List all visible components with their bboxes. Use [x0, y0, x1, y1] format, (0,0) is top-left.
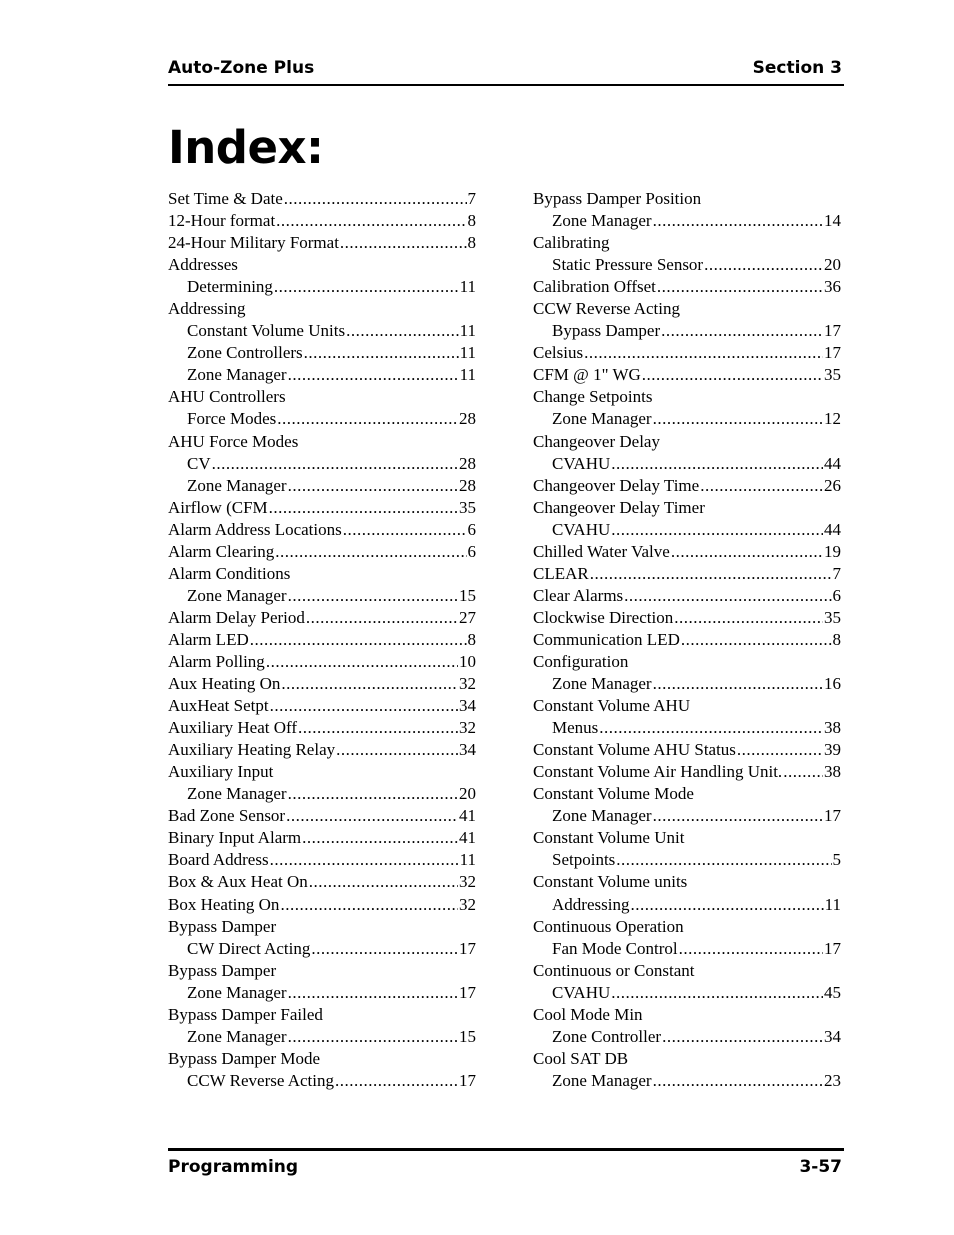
index-term: Alarm LED — [168, 629, 249, 649]
index-term: Clockwise Direction — [533, 607, 674, 627]
index-term: Continuous Operation — [533, 916, 684, 936]
dot-leader — [653, 408, 823, 430]
index-page-number: 45 — [824, 982, 841, 1002]
index-entry — [168, 1004, 476, 1026]
index-subentry — [533, 408, 841, 430]
index-term: CVAHU — [552, 519, 611, 539]
index-term: AHU Force Modes — [168, 431, 299, 451]
index-term: Changeover Delay Timer — [533, 497, 705, 517]
index-term: CVAHU — [552, 982, 611, 1002]
index-subentry — [168, 408, 476, 430]
dot-leader — [700, 475, 823, 497]
index-entry — [168, 629, 476, 651]
index-page-number: 17 — [824, 938, 841, 958]
index-subentry — [533, 894, 841, 916]
index-term: Zone Manager — [187, 784, 287, 804]
index-entry — [168, 254, 476, 276]
index-entry — [533, 695, 841, 717]
dot-leader — [343, 519, 467, 541]
index-page-number: 26 — [824, 475, 841, 495]
dot-leader — [346, 320, 459, 342]
index-term: Cool Mode Min — [533, 1004, 643, 1024]
index-term: Addressing — [168, 299, 246, 319]
index-term: CCW Reverse Acting — [187, 1070, 334, 1090]
index-term: AuxHeat Setpt — [168, 696, 269, 716]
dot-leader — [309, 871, 458, 893]
dot-leader — [737, 739, 823, 761]
index-page-number: 15 — [459, 1026, 476, 1046]
index-term: Calibration Offset — [533, 277, 656, 297]
index-term: Bypass Damper Mode — [168, 1048, 321, 1068]
index-entry — [168, 651, 476, 673]
index-page-number: 27 — [459, 607, 476, 627]
index-term: Determining — [187, 277, 273, 297]
dot-leader — [630, 894, 823, 916]
page-header — [168, 58, 844, 86]
index-page-number: 17 — [459, 1070, 476, 1090]
index-page-number: 38 — [824, 718, 841, 738]
index-page-number: 20 — [824, 255, 841, 275]
index-page-number: 6 — [467, 541, 476, 561]
index-entry — [168, 827, 476, 849]
index-entry — [168, 805, 476, 827]
index-page-number: 32 — [459, 718, 476, 738]
dot-leader — [653, 805, 823, 827]
index-page-number: 11 — [459, 321, 476, 341]
index-term: Clear Alarms — [533, 585, 624, 605]
dot-leader — [306, 607, 458, 629]
index-term: Zone Manager — [187, 475, 287, 495]
dot-leader — [288, 1026, 458, 1048]
page-number: 3-57 — [799, 1157, 842, 1177]
dot-leader — [611, 519, 823, 541]
dot-leader — [653, 1070, 823, 1092]
index-term: CW Direct Acting — [187, 938, 311, 958]
index-term: Bypass Damper Failed — [168, 1004, 323, 1024]
index-term: Zone Manager — [187, 982, 287, 1002]
index-term: Board Address — [168, 850, 269, 870]
index-page-number: 16 — [824, 674, 841, 694]
index-column-left — [168, 188, 476, 1092]
index-entry — [168, 894, 476, 916]
index-page-number: 44 — [824, 453, 841, 473]
index-subentry — [168, 1026, 476, 1048]
index-page-number: 35 — [824, 607, 841, 627]
index-page-number: 28 — [459, 475, 476, 495]
dot-leader — [584, 342, 823, 364]
index-entry — [533, 960, 841, 982]
dot-leader — [340, 232, 467, 254]
index-subentry — [168, 475, 476, 497]
index-term: Changeover Delay — [533, 431, 660, 451]
index-term: CVAHU — [552, 453, 611, 473]
index-entry — [533, 783, 841, 805]
index-page-number: 19 — [824, 541, 841, 561]
index-entry — [533, 342, 841, 364]
index-term: Force Modes — [187, 409, 277, 429]
index-subentry — [533, 254, 841, 276]
dot-leader — [288, 982, 458, 1004]
index-term: Cool SAT DB — [533, 1048, 629, 1068]
index-entry — [533, 607, 841, 629]
index-term: Constant Volume Air Handling Unit. — [533, 762, 783, 782]
index-entry — [533, 1004, 841, 1026]
index-entry — [533, 827, 841, 849]
index-entry — [168, 849, 476, 871]
index-term: CCW Reverse Acting — [533, 299, 680, 319]
index-entry — [533, 364, 841, 386]
index-column-right — [533, 188, 841, 1092]
dot-leader — [275, 541, 466, 563]
index-entry — [533, 475, 841, 497]
index-term: Zone Controllers — [187, 343, 303, 363]
index-entry — [168, 673, 476, 695]
index-page-number: 15 — [459, 585, 476, 605]
index-subentry — [533, 805, 841, 827]
dot-leader — [311, 938, 458, 960]
index-entry — [168, 916, 476, 938]
index-subentry — [533, 938, 841, 960]
dot-leader — [661, 320, 823, 342]
index-page-number: 8 — [467, 629, 476, 649]
index-term: Constant Volume units — [533, 872, 688, 892]
index-entry — [533, 431, 841, 453]
index-term: CFM @ 1" WG — [533, 365, 641, 385]
dot-leader — [611, 982, 823, 1004]
index-entry — [168, 497, 476, 519]
index-subentry — [533, 1026, 841, 1048]
dot-leader — [679, 938, 823, 960]
index-page-number: 32 — [459, 674, 476, 694]
index-term: Binary Input Alarm — [168, 828, 302, 848]
index-page-number: 32 — [459, 894, 476, 914]
index-term: AHU Controllers — [168, 387, 286, 407]
index-page-number: 5 — [832, 850, 841, 870]
index-entry — [168, 739, 476, 761]
index-term: Alarm Polling — [168, 651, 265, 671]
index-page-number: 34 — [459, 740, 476, 760]
index-page-number: 6 — [832, 585, 841, 605]
dot-leader — [277, 408, 458, 430]
index-page-number: 41 — [459, 806, 476, 826]
page-footer — [168, 1148, 844, 1179]
index-subentry — [168, 276, 476, 298]
index-page-number: 38 — [824, 762, 841, 782]
index-subentry — [168, 320, 476, 342]
index-term: Communication LED — [533, 629, 680, 649]
index-term: Continuous or Constant — [533, 960, 695, 980]
index-term: Auxiliary Heat Off — [168, 718, 298, 738]
index-page-number: 34 — [824, 1026, 841, 1046]
index-term: Calibrating — [533, 233, 610, 253]
index-term: Setpoints — [552, 850, 616, 870]
index-term: Bypass Damper Position — [533, 189, 702, 208]
index-entry — [168, 431, 476, 453]
index-entry — [533, 386, 841, 408]
index-entry — [533, 1048, 841, 1070]
dot-leader — [335, 1070, 458, 1092]
index-term: Zone Manager — [552, 806, 652, 826]
index-page-number: 23 — [824, 1070, 841, 1090]
header-manual-title: Auto-Zone Plus — [168, 58, 315, 78]
index-page-number: 28 — [459, 453, 476, 473]
index-page-number: 8 — [467, 233, 476, 253]
index-page-number: 7 — [832, 563, 841, 583]
dot-leader — [212, 453, 458, 475]
index-page-number: 11 — [459, 277, 476, 297]
index-page-number: 17 — [824, 321, 841, 341]
index-entry — [533, 651, 841, 673]
index-term: Alarm Delay Period — [168, 607, 305, 627]
index-term: Zone Manager — [187, 585, 287, 605]
page-title: Index: — [168, 121, 324, 174]
index-term: 24-Hour Military Format — [168, 233, 339, 253]
index-entry — [168, 563, 476, 585]
index-term: Constant Volume Units — [187, 321, 346, 341]
index-subentry — [168, 342, 476, 364]
index-term: Zone Manager — [552, 409, 652, 429]
index-term: Fan Mode Control — [552, 938, 678, 958]
footer-chapter: Programming — [168, 1157, 299, 1177]
index-term: Zone Manager — [187, 1026, 287, 1046]
index-page-number: 11 — [459, 343, 476, 363]
index-entry — [533, 497, 841, 519]
index-term: CLEAR — [533, 563, 589, 583]
index-subentry — [168, 938, 476, 960]
dot-leader — [624, 585, 831, 607]
index-page-number: 39 — [824, 740, 841, 760]
index-term: Change Setpoints — [533, 387, 653, 407]
index-page-number: 6 — [467, 519, 476, 539]
index-entry — [168, 607, 476, 629]
index-page-number: 11 — [459, 850, 476, 870]
dot-leader — [284, 188, 467, 210]
dot-leader — [280, 894, 458, 916]
index-term: Changeover Delay Time — [533, 475, 700, 495]
index-term: Alarm Address Locations — [168, 519, 342, 539]
dot-leader — [288, 364, 459, 386]
index-entry — [533, 629, 841, 651]
dot-leader — [250, 629, 467, 651]
index-term: Bypass Damper — [552, 321, 661, 341]
index-page-number: 32 — [459, 872, 476, 892]
dot-leader — [599, 717, 823, 739]
index-entry — [168, 386, 476, 408]
index-entry — [533, 871, 841, 893]
dot-leader — [276, 210, 466, 232]
index-subentry — [168, 783, 476, 805]
index-term: Constant Volume AHU — [533, 696, 691, 716]
index-term: Addressing — [552, 894, 630, 914]
index-term: Auxiliary Input — [168, 762, 274, 782]
index-entry — [533, 585, 841, 607]
dot-leader — [266, 651, 458, 673]
index-subentry — [168, 982, 476, 1004]
index-entry — [533, 563, 841, 585]
dot-leader — [662, 1026, 823, 1048]
index-term: Zone Manager — [552, 1070, 652, 1090]
index-term: Constant Volume Mode — [533, 784, 694, 804]
index-subentry — [168, 364, 476, 386]
dot-leader — [304, 342, 459, 364]
index-entry — [533, 276, 841, 298]
dot-leader — [274, 276, 459, 298]
index-term: Zone Controller — [552, 1026, 662, 1046]
index-page-number: 11 — [459, 365, 476, 385]
index-page-number: 8 — [467, 211, 476, 231]
index-subentry — [533, 453, 841, 475]
index-entry — [168, 298, 476, 320]
index-term: Addresses — [168, 255, 238, 275]
index-page-number: 11 — [824, 894, 841, 914]
index-term: Constant Volume Unit — [533, 828, 685, 848]
index-page-number: 14 — [824, 211, 841, 231]
index-term: Celsius — [533, 343, 584, 363]
index-page-number: 17 — [459, 938, 476, 958]
index-subentry — [533, 519, 841, 541]
index-entry — [168, 519, 476, 541]
index-page-number: 28 — [459, 409, 476, 429]
dot-leader — [642, 364, 823, 386]
index-page-number: 17 — [459, 982, 476, 1002]
index-entry — [533, 739, 841, 761]
dot-leader — [288, 585, 458, 607]
index-page-number: 36 — [824, 277, 841, 297]
index-term: Bypass Damper — [168, 916, 277, 936]
index-entry — [168, 871, 476, 893]
index-subentry — [533, 320, 841, 342]
index-subentry — [168, 453, 476, 475]
header-section: Section 3 — [752, 58, 842, 78]
index-term: Zone Manager — [552, 674, 652, 694]
index-page-number: 44 — [824, 519, 841, 539]
index-term: Auxiliary Heating Relay — [168, 740, 336, 760]
index-term: CV — [187, 453, 211, 473]
index-term: Airflow (CFM — [168, 497, 268, 517]
dot-leader — [653, 673, 823, 695]
index-page-number: 35 — [824, 365, 841, 385]
index-subentry — [533, 210, 841, 232]
index-subentry — [533, 673, 841, 695]
index-page-number: 41 — [459, 828, 476, 848]
index-term: 12-Hour format — [168, 211, 276, 231]
index-entry — [533, 761, 841, 783]
dot-leader — [269, 497, 458, 519]
index-term: Bad Zone Sensor — [168, 806, 286, 826]
index-page-number: 17 — [824, 343, 841, 363]
index-subentry — [533, 717, 841, 739]
index-term: Bypass Damper — [168, 960, 277, 980]
dot-leader — [674, 607, 823, 629]
index-entry — [533, 916, 841, 938]
dot-leader — [611, 453, 823, 475]
dot-leader — [783, 761, 823, 783]
index-term: Box & Aux Heat On — [168, 872, 308, 892]
index-term: Alarm Conditions — [168, 563, 291, 583]
dot-leader — [653, 210, 823, 232]
dot-leader — [298, 717, 458, 739]
dot-leader — [336, 739, 458, 761]
index-page-number: 34 — [459, 696, 476, 716]
index-entry — [168, 761, 476, 783]
dot-leader — [288, 475, 458, 497]
index-page-number: 20 — [459, 784, 476, 804]
index-term: Zone Manager — [187, 365, 287, 385]
dot-leader — [681, 629, 832, 651]
index-subentry — [168, 1070, 476, 1092]
index-entry — [533, 232, 841, 254]
dot-leader — [281, 673, 458, 695]
index-entry — [533, 298, 841, 320]
index-term: Static Pressure Sensor — [552, 255, 704, 275]
index-page-number: 35 — [459, 497, 476, 517]
index-entry — [533, 188, 841, 210]
index-term: Menus — [552, 718, 599, 738]
index-entry — [168, 1048, 476, 1070]
index-page-number: 10 — [459, 651, 476, 671]
index-subentry — [533, 849, 841, 871]
dot-leader — [286, 805, 458, 827]
index-subentry — [533, 1070, 841, 1092]
dot-leader — [704, 254, 823, 276]
index-term: Zone Manager — [552, 211, 652, 231]
dot-leader — [270, 695, 458, 717]
index-entry — [168, 188, 476, 210]
index-entry — [168, 960, 476, 982]
dot-leader — [671, 541, 823, 563]
index-term: Constant Volume AHU Status — [533, 740, 736, 760]
index-page-number: 17 — [824, 806, 841, 826]
index-entry — [168, 695, 476, 717]
dot-leader — [302, 827, 458, 849]
index-term: Set Time & Date — [168, 189, 283, 208]
dot-leader — [657, 276, 823, 298]
index-entry — [533, 541, 841, 563]
index-page-number: 7 — [467, 189, 476, 208]
index-entry — [168, 717, 476, 739]
index-subentry — [533, 982, 841, 1004]
index-term: Box Heating On — [168, 894, 280, 914]
index-term: Chilled Water Valve — [533, 541, 670, 561]
dot-leader — [590, 563, 832, 585]
index-entry — [168, 232, 476, 254]
index-term: Alarm Clearing — [168, 541, 275, 561]
index-entry — [168, 541, 476, 563]
index-entry — [168, 210, 476, 232]
index-term: Aux Heating On — [168, 674, 281, 694]
dot-leader — [288, 783, 458, 805]
dot-leader — [270, 849, 459, 871]
index-page-number: 8 — [832, 629, 841, 649]
index-page-number: 12 — [824, 409, 841, 429]
dot-leader — [616, 849, 831, 871]
index-subentry — [168, 585, 476, 607]
index-term: Configuration — [533, 651, 629, 671]
